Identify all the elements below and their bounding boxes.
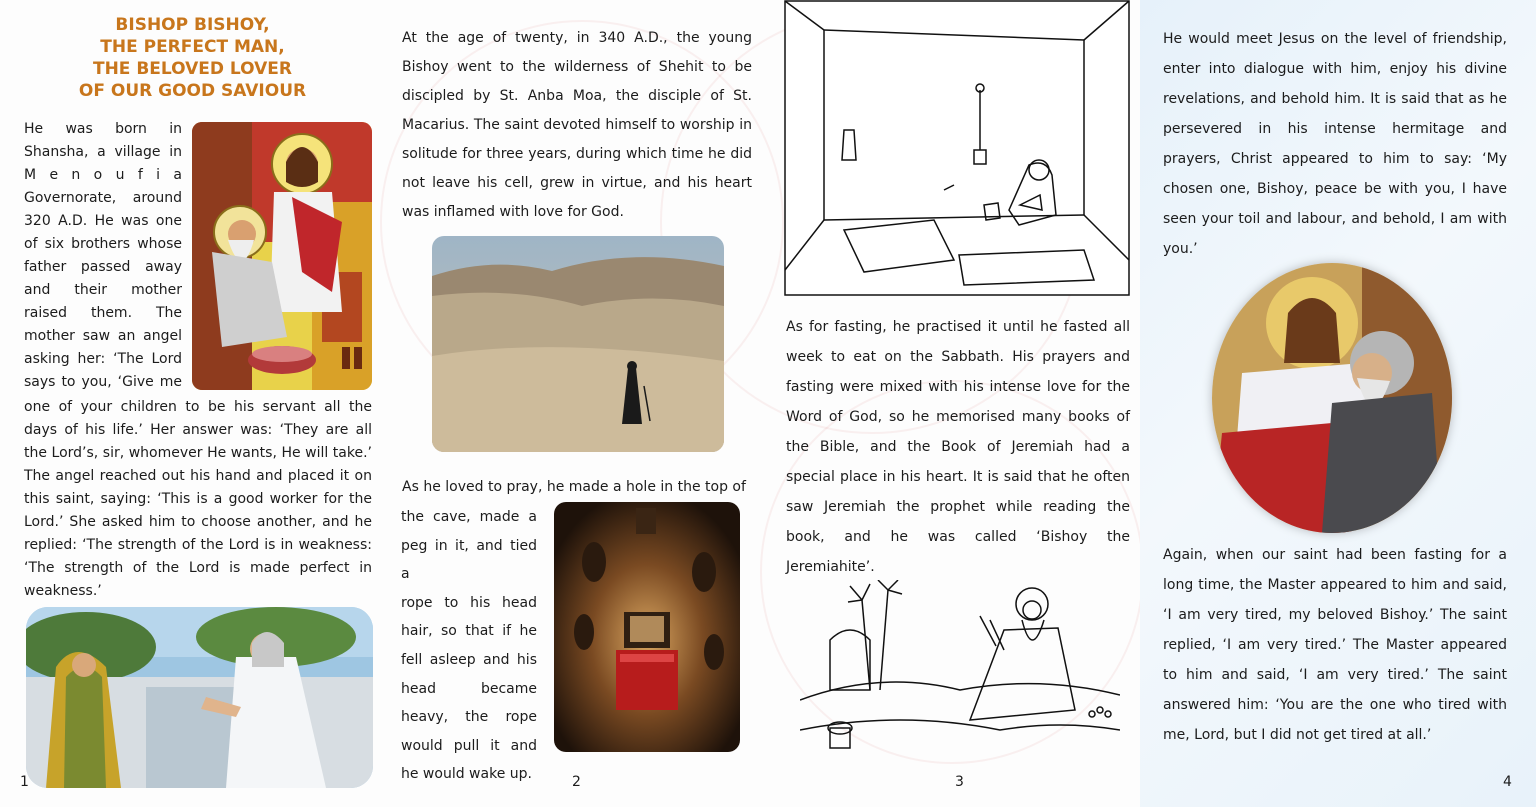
- panel2-paragraph-2-lead: As he loved to pray, he made a hole in the top of: [402, 479, 746, 495]
- panel1-line: says to you, ‘Give me: [24, 374, 182, 390]
- title-line-2: THE PERFECT MAN,: [100, 37, 285, 57]
- panel1-line: He was born in: [24, 121, 182, 137]
- panel3-paragraph: As for fasting, he practised it until he fasted all week to eat on the Sabbath. His prayers and fasting were mixed with his intense love for the Word of God, so he memorised many books of the Bible, and the Book of Jeremiah had a special place in his heart. It is said that he often saw Jeremiah the prophet while reading the book, and he was called ‘Bishoy the Jeremiahite’.: [786, 319, 1130, 575]
- illustration-angel-and-mother-image: [26, 607, 373, 788]
- icon-christ-washing-feet-image: [192, 122, 372, 390]
- panel1-wrapped-text: [24, 118, 182, 394]
- title-line-3: THE BELOVED LOVER: [92, 59, 293, 79]
- panel2-line: head became: [401, 680, 537, 697]
- panel2-line: hair, so that if he: [401, 623, 537, 640]
- monk-in-cell-drawing: [784, 0, 1130, 296]
- page-title: [20, 14, 365, 102]
- panel1-line: asking her: ‘The Lord: [24, 351, 182, 367]
- panel1-line: Shansha, a village in: [24, 144, 182, 160]
- page-number-4: 4: [1503, 774, 1512, 790]
- panel2-line: heavy, the rope: [401, 709, 537, 726]
- panel1-line: and their mother: [24, 282, 182, 298]
- title-line-1: BISHOP BISHOY,: [115, 15, 270, 35]
- desert-monk-photo: [432, 236, 724, 452]
- page-number-2: 2: [572, 774, 581, 790]
- page-number-3: 3: [955, 774, 964, 790]
- panel2-line: he would wake up.: [401, 766, 532, 783]
- panel1-line: mother saw an angel: [24, 328, 182, 344]
- panel1-line: M e n o u f i a: [24, 167, 182, 183]
- panel4-paragraph-2: Again, when our saint had been fasting for a long time, the Master appeared to him and said, ‘I am very tired, my beloved Bishoy.’ The saint replied, ‘I am very tired.’ The Master appeared to him and said, ‘I am very tired.’ The saint answered him: ‘You are the one who tired with me, Lord, but I did not get tired at all.’: [1163, 547, 1507, 743]
- saint-praying-drawing: [800, 580, 1120, 765]
- panel2-line: would pull it and: [401, 737, 537, 754]
- panel1-line: 320 A.D. He was one: [24, 213, 182, 229]
- christ-embracing-saint-painting: [1212, 263, 1452, 533]
- page-number-1: 1: [20, 774, 29, 790]
- panel1-line: raised them. The: [24, 305, 182, 321]
- panel2-line: peg in it, and tied a: [401, 537, 537, 583]
- cave-interior-photo: [554, 502, 740, 752]
- title-line-4: OF OUR GOOD SAVIOUR: [78, 81, 307, 101]
- panel2-wrapped-text: [401, 503, 537, 789]
- panel4-paragraph-1: He would meet Jesus on the level of friendship, enter into dialogue with him, enjoy his divine revelations, and behold him. It is said that as he persevered in his intense hermitage and prayers, Christ appeared to him to say: ‘My chosen one, Bishoy, peace be with you, I have seen your toil and labour, and behold, I am with you.’: [1163, 31, 1507, 257]
- panel2-line: rope to his head: [401, 594, 537, 611]
- panel1-line: Governorate, around: [24, 190, 182, 206]
- panel2-line: fell asleep and his: [401, 651, 537, 668]
- panel1-paragraph: one of your children to be his servant all the days of his life.’ Her answer was: ‘They are all the Lord’s, sir, whomever He wants, He will take.’ The angel reached out his hand and placed it on this saint, saying: ‘This is a good worker for the Lord.’ She asked him to choose another, and he replied: ‘The strength of the Lord is in weakness: ‘The strength of the Lord is made perfect in weakness.’: [24, 399, 372, 599]
- panel1-line: father passed away: [24, 259, 182, 275]
- panel2-line: the cave, made a: [401, 509, 537, 525]
- panel1-line: of six brothers whose: [24, 236, 182, 252]
- panel2-paragraph-1: At the age of twenty, in 340 A.D., the young Bishoy went to the wilderness of Shehit to be discipled by St. Anba Moa, the disciple of St. Macarius. The saint devoted himself to worship in solitude for three years, during which time he did not leave his cell, grew in virtue, and his heart was inflamed with love for God.: [402, 30, 752, 220]
